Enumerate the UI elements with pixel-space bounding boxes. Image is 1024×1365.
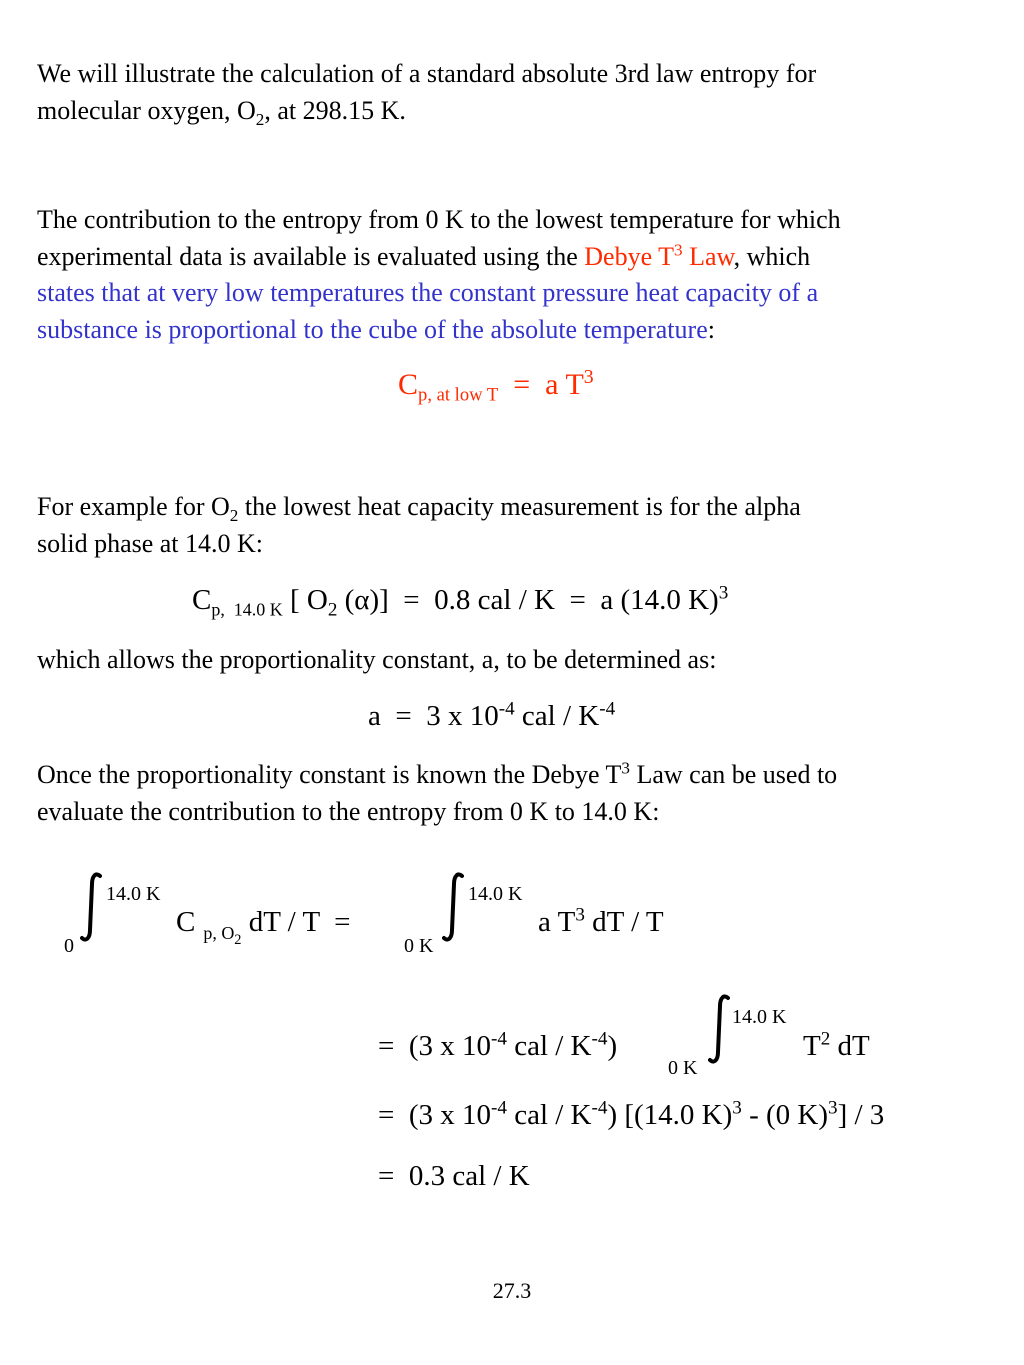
debye-eq-rhs: = a T <box>498 368 584 401</box>
intro-line-2-end: , at 298.15 K. <box>264 95 406 125</box>
integral-lhs-c: C <box>176 906 196 938</box>
integral-intro-line-1 <box>37 757 997 794</box>
step-3-exp4: 3 <box>828 1097 838 1119</box>
debye-eq-subscript: p, at low T <box>418 384 499 406</box>
step-2-exp2: -4 <box>591 1028 608 1050</box>
debye-law-term <box>584 242 733 271</box>
integral-intro-line-2: evaluate the contribution to the entropy from 0 K to 14.0 K: <box>37 796 660 826</box>
debye-line-2-end: , which <box>733 241 811 271</box>
step-2-a: = (3 x 10 <box>378 1030 492 1062</box>
integral-lhs <box>176 906 351 948</box>
debye-line-1: The contribution to the entropy from 0 K to the lowest temperature for which <box>37 205 841 234</box>
integral-sign-3 <box>708 994 730 1064</box>
constant-paragraph <box>37 642 997 679</box>
integral-rhs <box>538 906 664 939</box>
step-2-integrand <box>803 1030 870 1063</box>
step-2-t: T <box>803 1030 821 1062</box>
step-3-unit: cal / K <box>506 1099 592 1131</box>
step-2-unit: cal / K <box>506 1030 592 1062</box>
debye-equation <box>398 366 594 406</box>
intro-line-2 <box>37 93 997 130</box>
debye-paragraph <box>37 202 997 348</box>
debye-colon: : <box>707 314 715 344</box>
hc-eq-exponent: 3 <box>718 582 729 604</box>
page-number: 27.3 <box>492 1278 532 1303</box>
step-3-c: ) [(14.0 K) <box>607 1099 733 1131</box>
debye-eq-exponent: 3 <box>583 366 594 389</box>
integral-intro-text: Once the proportionality constant is known the Debye T <box>37 760 622 789</box>
step-2-dt: dT <box>830 1030 870 1062</box>
step-3-e: ] / 3 <box>837 1099 885 1131</box>
step-4-result: = 0.3 cal / K <box>378 1160 530 1192</box>
hc-eq-c: C <box>192 584 212 616</box>
debye-line-2 <box>37 239 997 276</box>
example-line-1-end: the lowest heat capacity measurement is for the alpha <box>238 492 801 521</box>
integral-3-lower-limit: 0 K <box>668 1057 698 1079</box>
integral-lhs-rest: dT / T = <box>241 906 351 938</box>
debye-definition-line-2: substance is proportional to the cube of the absolute temperature <box>37 314 708 344</box>
step-3-exp3: 3 <box>732 1097 742 1119</box>
const-eq-a: a = 3 x 10 <box>368 700 499 732</box>
integral-3-upper-limit: 14.0 K <box>732 1006 787 1028</box>
integral-rhs-b: dT / T <box>584 906 664 938</box>
hc-eq-rhs: (α)] = 0.8 cal / K = a (14.0 K) <box>337 584 719 616</box>
integral-sign-1 <box>80 872 102 942</box>
constant-equation <box>368 700 615 733</box>
integral-lhs-subscript <box>203 923 242 948</box>
const-eq-exp2: -4 <box>599 698 616 720</box>
hc-eq-subscript: p, 14.0 K <box>211 599 283 620</box>
debye-eq-c: C <box>398 368 419 401</box>
integral-2-upper-limit: 14.0 K <box>468 883 523 905</box>
example-paragraph <box>37 489 997 562</box>
example-line-1 <box>37 489 997 526</box>
debye-definition-line-1: states that at very low temperatures the constant pressure heat capacity of a <box>37 278 819 307</box>
o2-subscript: 2 <box>255 109 265 129</box>
debye-law-exponent: 3 <box>674 240 683 260</box>
intro-line-1: We will illustrate the calculation of a standard absolute 3rd law entropy for <box>37 59 817 88</box>
step-3-equation <box>378 1099 884 1132</box>
integral-intro-paragraph <box>37 757 997 830</box>
debye-law-suffix: Law <box>682 241 734 271</box>
debye-law-text: Debye T <box>584 241 675 271</box>
step-3-exp1: -4 <box>491 1097 507 1119</box>
integral-rhs-exponent: 3 <box>575 904 585 926</box>
step-2-equation <box>378 1030 617 1063</box>
example-line-2: solid phase at 14.0 K: <box>37 528 264 558</box>
const-eq-exp1: -4 <box>498 698 515 720</box>
debye-line-2-text: experimental data is available is evaluated using the <box>37 241 585 271</box>
integral-1-lower-limit: 0 <box>64 935 74 957</box>
intro-paragraph <box>37 56 997 129</box>
integral-rhs-a: a T <box>538 906 576 938</box>
step-2-paren: ) <box>607 1030 618 1062</box>
const-eq-unit: cal / K <box>514 700 600 732</box>
step-3-a: = (3 x 10 <box>378 1099 492 1131</box>
integral-lhs-subscript-text: p, O <box>203 923 235 943</box>
intro-line-2-text: molecular oxygen, O <box>37 95 256 125</box>
debye-line-4 <box>37 312 997 349</box>
integral-1-upper-limit: 14.0 K <box>106 883 161 905</box>
integral-2-lower-limit: 0 K <box>404 935 434 957</box>
example-line-1-text: For example for O <box>37 492 230 521</box>
hc-eq-mid: [ O <box>282 584 328 616</box>
integral-lhs-subscript-2: 2 <box>234 932 242 948</box>
step-2-exp3: 2 <box>820 1028 831 1050</box>
step-3-d: - (0 K) <box>741 1099 829 1131</box>
integral-intro-end: Law can be used to <box>629 760 838 789</box>
constant-line: which allows the proportionality constant, a, to be determined as: <box>37 645 717 674</box>
step-2-exp1: -4 <box>491 1028 507 1050</box>
integral-sign-2 <box>442 872 464 942</box>
integral-intro-exponent: 3 <box>621 758 630 778</box>
hc-eq-o2-subscript: 2 <box>327 599 338 621</box>
step-3-exp2: -4 <box>591 1097 608 1119</box>
example-o2-subscript: 2 <box>229 506 239 525</box>
heat-capacity-equation <box>192 582 729 621</box>
